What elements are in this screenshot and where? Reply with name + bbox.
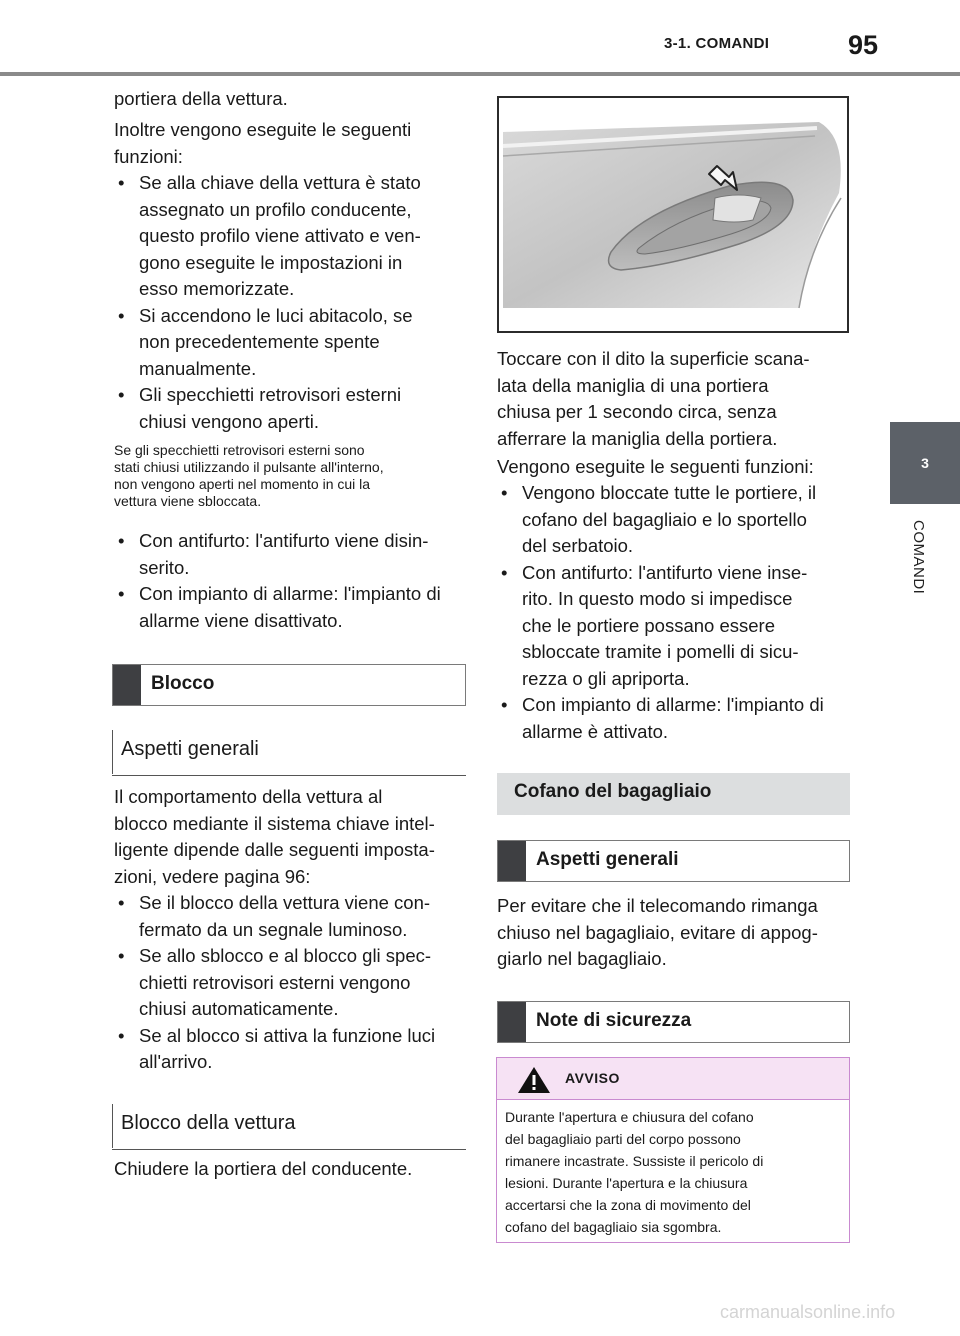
bullet-item: [114, 528, 464, 581]
section-heading-note-sicurezza: [497, 1001, 850, 1043]
bullet-item: [497, 560, 849, 693]
text-line: rimanere incastrate. Sussiste il pericolo di: [505, 1153, 764, 1169]
section-heading-text: Note di sicurezza: [536, 1010, 692, 1031]
text-line: • Si accendono le luci abitacolo, se: [139, 304, 413, 326]
bullet-item: [114, 943, 464, 1023]
text-line: • Se alla chiave della vettura è stato: [139, 172, 421, 193]
section-marker: [498, 1002, 526, 1042]
text-line: Se gli specchietti retrovisori esterni sono: [114, 442, 365, 458]
text-line: chiusi automaticamente.: [139, 998, 339, 1019]
subheading-rule-horizontal: [112, 775, 466, 776]
text-line: lesioni. Durante l'apertura e la chiusura: [505, 1175, 748, 1191]
chapter-number: 3: [921, 455, 929, 471]
paragraph-lock-behaviour: [114, 784, 464, 890]
text-line: • Se il blocco della vettura viene con-: [139, 892, 431, 913]
subheading-text: Blocco della vettura: [121, 1112, 296, 1134]
text-line: fermato da un segnale luminoso.: [139, 918, 408, 940]
text-line: • Gli specchietti retrovisori esterni: [139, 384, 402, 405]
subheading-aspetti-generali: [112, 730, 466, 774]
bullet-item: [497, 480, 849, 560]
paragraph-touch-handle: [497, 346, 849, 452]
text-line: afferrare la maniglia della portiera.: [497, 427, 778, 449]
text-line: • Con antifurto: l'antifurto viene inse-: [522, 561, 808, 583]
header-rule: [0, 72, 960, 76]
watermark: carmanualsonline.info: [720, 1302, 896, 1322]
bullet-item: [114, 382, 464, 435]
text-line: zioni, vedere pagina 96:: [114, 865, 311, 887]
text-line: del bagagliaio parti del corpo possono: [505, 1131, 741, 1147]
text-line: rezza o gli apriporta.: [522, 667, 690, 689]
paragraph-functions-lock: Vengono eseguite le seguenti funzioni:: [497, 456, 814, 477]
bullet-list-alarm: [114, 528, 464, 634]
page-number: 95: [848, 30, 879, 60]
text-line: all'arrivo.: [139, 1051, 213, 1072]
text-line: Toccare con il dito la superficie scana-: [497, 348, 810, 369]
text-line: • Con impianto di allarme: l'impianto di: [522, 694, 824, 715]
section-marker: [498, 841, 526, 881]
paragraph-functions: [114, 117, 411, 170]
warning-box: [496, 1057, 850, 1243]
subheading-rule-vertical: [112, 1104, 113, 1148]
subheading-rule-vertical: [112, 730, 113, 774]
text-line: assegnato un profilo conducente,: [139, 198, 412, 220]
text-line: giarlo nel bagagliaio.: [497, 948, 667, 969]
text-line: rito. In questo modo si impedisce: [522, 588, 793, 609]
section-heading-text: Cofano del bagagliaio: [514, 781, 712, 802]
subheading-blocco-vettura: [112, 1104, 466, 1148]
text-line: lata della maniglia di una portiera: [497, 374, 769, 396]
bullet-item: [114, 1023, 464, 1076]
warning-title: AVVISO: [565, 1070, 620, 1086]
warning-header: [497, 1058, 849, 1100]
running-header-section: 3-1. COMANDI: [664, 35, 770, 52]
text-line: allarme è attivato.: [522, 720, 669, 742]
note-mirrors: [114, 442, 464, 510]
bullet-item: [114, 170, 464, 303]
text-line: sbloccate tramite i pomelli di sicu-: [522, 641, 799, 662]
section-heading-aspetti-generali: [497, 840, 850, 882]
text-line: esso memorizzate.: [139, 278, 295, 299]
text-line: chietti retrovisori esterni vengono: [139, 971, 411, 993]
text-line: funzioni:: [114, 145, 183, 167]
door-handle-drawing: [499, 98, 847, 331]
text-line: Inoltre vengono eseguite le seguenti: [114, 119, 412, 140]
text-line: blocco mediante il sistema chiave intel-: [114, 812, 435, 834]
text-line: che le portiere possano essere: [522, 614, 775, 636]
chapter-label: COMANDI: [910, 520, 927, 595]
paragraph-close-door: Chiudere la portiera del conducente.: [114, 1158, 413, 1179]
text-line: non precedentemente spente: [139, 331, 380, 352]
text-line: allarme viene disattivato.: [139, 609, 343, 631]
text-line: Durante l'apertura e chiusura del cofano: [505, 1109, 754, 1125]
text-line: vettura viene sbloccata.: [114, 493, 262, 509]
text-line: del serbatoio.: [522, 535, 634, 556]
warning-triangle-icon: [517, 1066, 551, 1094]
text-line: manualmente.: [139, 357, 257, 379]
section-heading-cofano: [497, 773, 850, 815]
text-line: Per evitare che il telecomando rimanga: [497, 895, 818, 916]
chapter-tab: [890, 422, 960, 504]
bullet-item: [497, 692, 849, 745]
paragraph-intro: portiera della vettura.: [114, 88, 288, 109]
text-line: • Vengono bloccate tutte le portiere, il: [522, 482, 817, 503]
text-line: chiusi vengono aperti.: [139, 410, 319, 432]
text-line: chiuso nel bagagliaio, evitare di appog-: [497, 921, 818, 943]
section-heading-text: Blocco: [151, 673, 215, 694]
paragraph-remote-trunk: [497, 893, 849, 973]
bullet-list-unlock: [114, 170, 464, 435]
warning-text: [505, 1106, 845, 1238]
text-line: • Se al blocco si attiva la funzione luci: [139, 1024, 436, 1046]
text-line: ligente dipende dalle seguenti imposta-: [114, 839, 435, 860]
section-heading-blocco: [112, 664, 466, 706]
text-line: • Con antifurto: l'antifurto viene disin-: [139, 530, 429, 551]
text-line: • Se allo sblocco e al blocco gli spec-: [139, 945, 432, 966]
bullet-list-lock-functions: [497, 480, 849, 745]
section-marker: [113, 665, 141, 705]
text-line: serito.: [139, 556, 190, 578]
bullet-list-lock-settings: [114, 890, 464, 1076]
text-line: gono eseguite le impostazioni in: [139, 251, 403, 273]
text-line: • Con impianto di allarme: l'impianto di: [139, 583, 441, 604]
text-line: stati chiusi utilizzando il pulsante all'interno,: [114, 459, 384, 475]
bullet-item: [114, 890, 464, 943]
text-line: chiusa per 1 secondo circa, senza: [497, 401, 777, 422]
subheading-rule-horizontal: [112, 1149, 466, 1150]
text-line: accertarsi che la zona di movimento del: [505, 1197, 751, 1213]
text-line: cofano del bagagliaio e lo sportello: [522, 508, 807, 530]
section-heading-text: Aspetti generali: [536, 849, 679, 870]
bullet-item: [114, 581, 464, 634]
text-line: non vengono aperti nel momento in cui la: [114, 476, 371, 492]
door-handle-illustration: [497, 96, 849, 333]
text-line: questo profilo viene attivato e ven-: [139, 225, 421, 246]
bullet-item: [114, 303, 464, 383]
subheading-text: Aspetti generali: [121, 738, 259, 760]
text-line: Il comportamento della vettura al: [114, 786, 383, 807]
text-line: cofano del bagagliaio sia sgombra.: [505, 1219, 722, 1235]
